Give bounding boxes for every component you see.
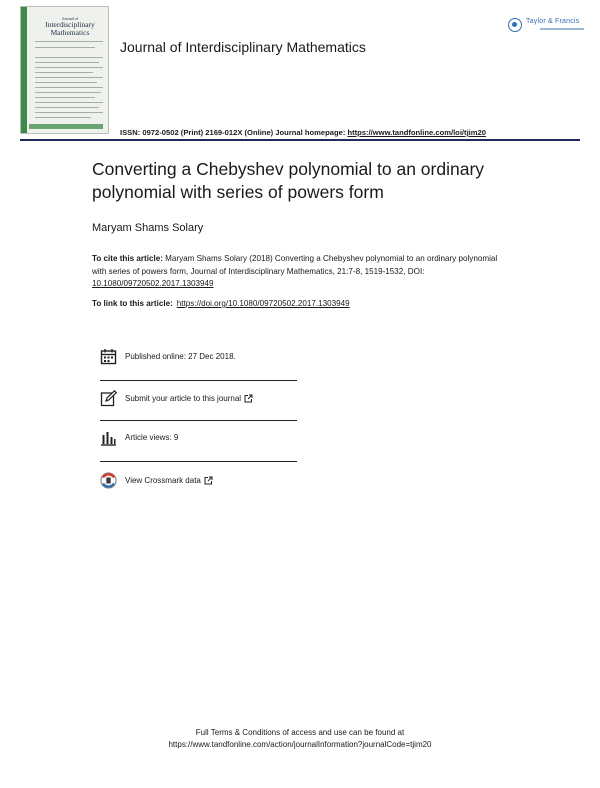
cover-line [35,117,91,118]
article-views-text: Article views: 9 [125,432,179,442]
cover-line [35,82,97,83]
cover-line [35,77,103,78]
edit-icon [100,390,117,407]
external-link-icon [244,394,253,403]
cover-spine [21,7,27,133]
journal-cover-image [20,6,109,134]
crossmark-icon [100,472,117,489]
meta-divider [100,461,297,462]
crossmark-row[interactable] [100,470,296,490]
cover-line [35,87,103,88]
cover-title-small: Journal of [61,16,79,21]
article-link-line [92,299,350,308]
meta-divider [100,420,297,421]
article-title: Converting a Chebyshev polynomial to an ordinary polynomial with series of powers form [92,159,485,202]
cover-line [35,112,103,113]
citation-block [92,253,512,291]
cover-line [35,72,93,73]
cover-line [35,102,103,103]
publisher-logo-icon [508,18,522,32]
calendar-icon [100,348,117,365]
published-online-row [100,346,296,366]
journal-homepage-link[interactable]: https://www.tandfonline.com/loi/tjim20 [347,128,486,137]
issn-line [120,128,486,137]
article-views-row [100,427,296,447]
article-doi-url-link[interactable]: https://doi.org/10.1080/09720502.2017.1303949 [176,299,350,308]
cover-line [35,97,95,98]
article-author: Maryam Shams Solary [92,222,204,234]
footer-terms [100,727,500,751]
footer-terms-link[interactable]: https://www.tandfonline.com/action/journalInformation?journalCode=tjim20 [168,740,432,749]
published-online-text: Published online: 27 Dec 2018. [125,351,236,361]
cover-title [37,16,103,37]
footer-terms-text: Full Terms & Conditions of access and use can be found at [195,728,405,737]
publisher-logo [508,16,590,38]
cover-line [35,62,99,63]
cover-line [35,107,99,108]
external-link-icon [204,476,213,485]
issn-text: ISSN: 0972-0502 (Print) 2169-012X (Online) Journal homepage: [120,128,348,137]
meta-divider [100,380,297,381]
article-link-label: To link to this article: [92,299,173,308]
header-divider [20,139,580,141]
bar-chart-icon [100,429,117,446]
submit-article-link[interactable]: Submit your article to this journal [125,393,242,403]
publisher-logo-text: Taylor & Francis [526,18,580,25]
journal-title: Journal of Interdisciplinary Mathematics [120,39,366,55]
cover-publisher-band [29,124,103,129]
cover-title-main: Interdisciplinary Mathematics [45,20,95,37]
cover-line [35,67,103,68]
crossmark-link[interactable]: View Crossmark data [125,475,201,485]
cover-line [35,92,101,93]
cover-line [35,57,103,58]
citation-doi-link[interactable]: 10.1080/09720502.2017.1303949 [92,279,214,288]
submit-article-row[interactable] [100,388,296,408]
cover-line [35,41,103,42]
publisher-logo-subline [540,28,584,30]
cover-line [35,47,95,48]
citation-label: To cite this article: [92,254,163,263]
citation-text: Maryam Shams Solary (2018) Converting a Chebyshev polynomial to an ordinary polynomial with series of powers form, Journal of Interdisciplinary Mathematics, 21:7-8, 1519-1532, DOI: [92,254,498,276]
